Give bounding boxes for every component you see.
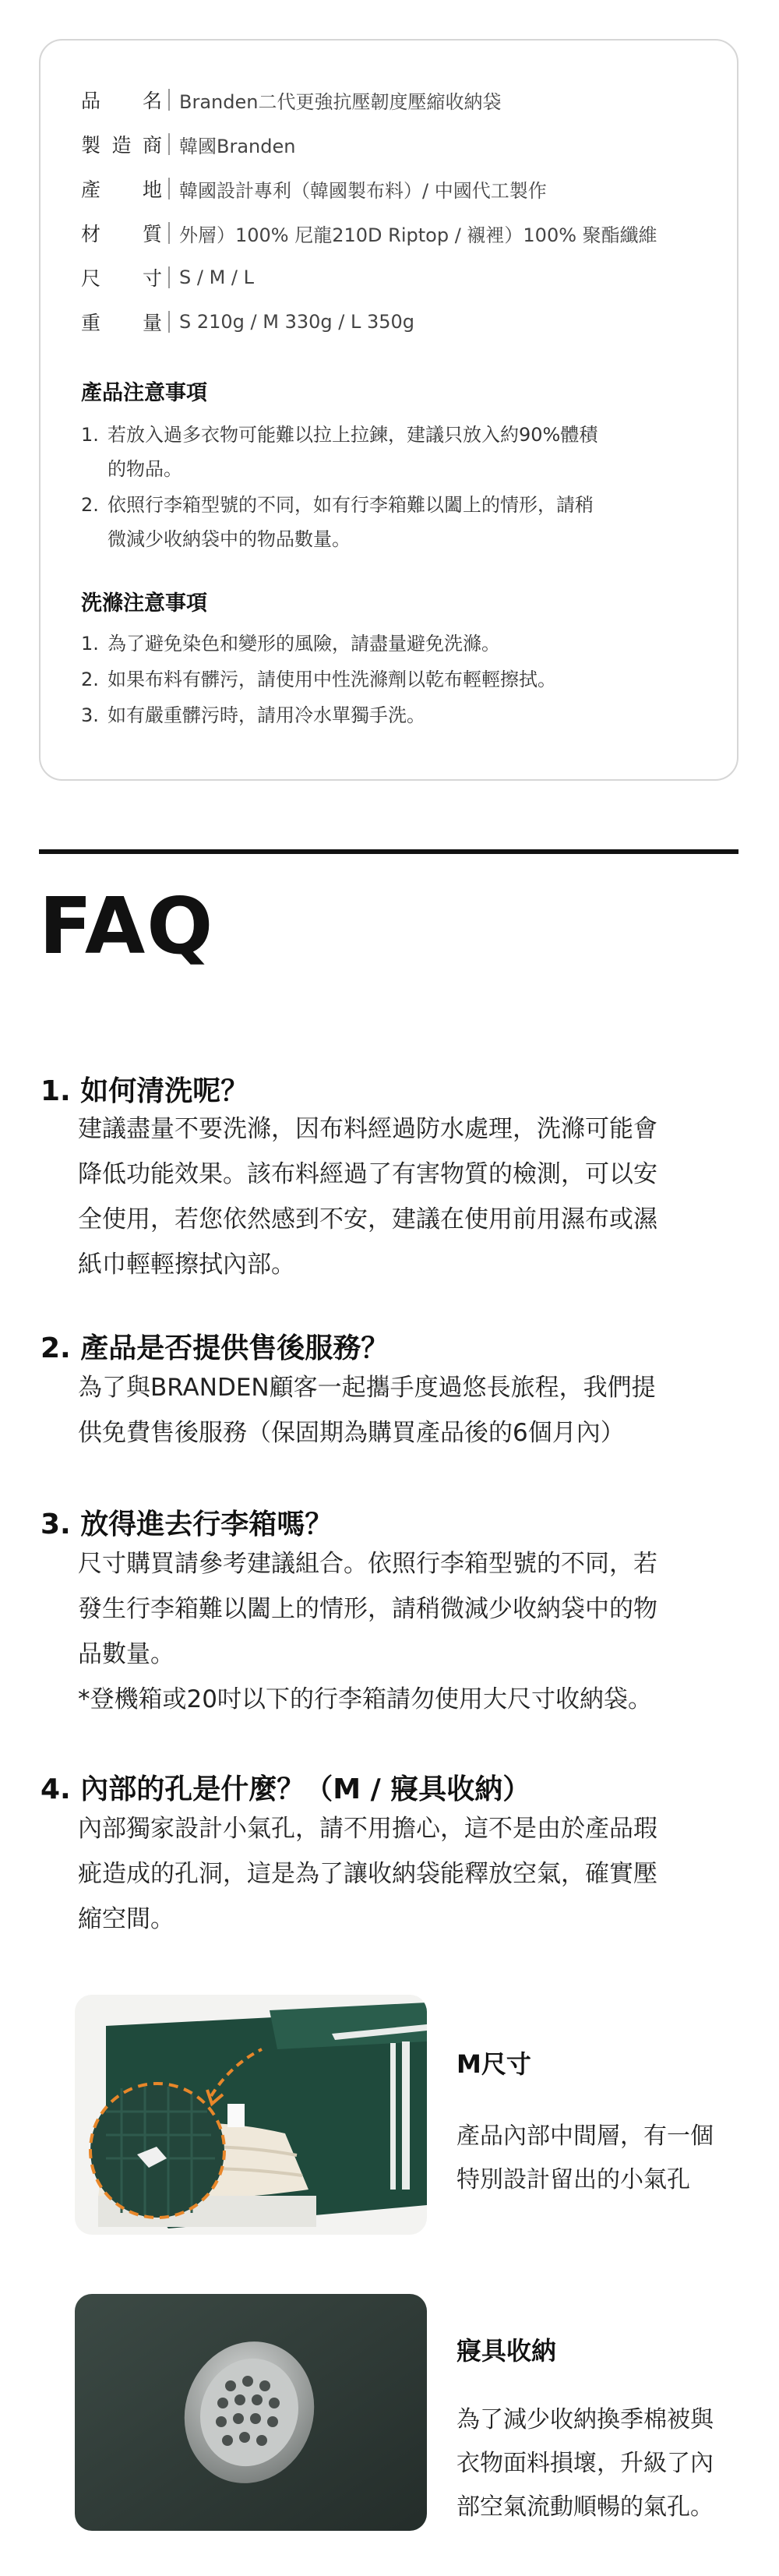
spec-value: 韓國Branden bbox=[179, 135, 296, 157]
spec-label: 製 造 商 bbox=[81, 134, 162, 157]
spec-value: 外層）100% 尼龍210D Riptop / 襯裡）100% 聚酯纖維 bbox=[179, 224, 657, 246]
product-note: 2. 依照行李箱型號的不同，如有行李箱難以闔上的情形，請稍 微減少收納袋中的物品數量。 bbox=[81, 494, 594, 550]
spec-value: S / M / L bbox=[179, 266, 254, 288]
spec-label: 尺 寸 bbox=[81, 267, 162, 290]
faq-answer: 為了與BRANDEN顧客一起攜手度過悠長旅程，我們提 供免費售後服務（保固期為購買產品後的6個月內） bbox=[78, 1374, 656, 1447]
spec-row-origin bbox=[81, 173, 547, 204]
spec-row-material bbox=[81, 217, 657, 249]
spec-row-weight bbox=[81, 306, 414, 337]
faq-question: 2. 產品是否提供售後服務？ bbox=[41, 1332, 390, 1364]
spec-row-maker bbox=[81, 129, 295, 160]
faq-question: 1. 如何清洗呢？ bbox=[41, 1075, 249, 1107]
spec-label: 產 地 bbox=[81, 178, 162, 201]
feature-title: M尺寸 bbox=[456, 2049, 531, 2079]
faq-title: FAQ bbox=[39, 880, 215, 972]
wash-note: 1. 為了避免染色和變形的風險，請盡量避免洗滌。 bbox=[81, 633, 500, 655]
faq-answer: 建議盡量不要洗滌，因布料經過防水處理，洗滌可能會 降低功能效果。該布料經過了有害物質的檢測，可以安 全使用，若您依然感到不安，建議在使用前用濕布或濕 紙巾輕輕擦拭內部。 bbox=[78, 1115, 657, 1279]
spec-label: 重 量 bbox=[81, 312, 162, 334]
air-vent-illustration bbox=[75, 2294, 427, 2531]
wash-note: 3. 如有嚴重髒污時，請用冷水單獨手洗。 bbox=[81, 704, 425, 726]
wash-note: 2. 如果布料有髒污，請使用中性洗滌劑以乾布輕輕擦拭。 bbox=[81, 669, 556, 690]
product-note: 1. 若放入過多衣物可能難以拉上拉鍊，建議只放入約90%體積 的物品。 bbox=[81, 424, 598, 480]
spec-value: 韓國設計專利（韓國製布料）/ 中國代工製作 bbox=[179, 179, 547, 202]
spec-value: Branden二代更強抗壓韌度壓縮收納袋 bbox=[179, 90, 502, 113]
spec-row-name bbox=[81, 84, 501, 115]
divider bbox=[168, 133, 170, 155]
product-notes-title: 產品注意事項 bbox=[81, 381, 207, 405]
feature-text: 產品內部中間層，有一個 特別設計留出的小氣孔 bbox=[456, 2123, 714, 2193]
divider bbox=[168, 178, 170, 199]
wash-notes-title: 洗滌注意事項 bbox=[81, 591, 207, 616]
faq-answer: 尺寸購買請參考建議組合。依照行李箱型號的不同，若 發生行李箱難以闔上的情形，請稍微減少收納袋中的物 品數量。 *登機箱或20吋以下的行李箱請勿使用大尺寸收納袋。 bbox=[78, 1550, 657, 1713]
divider bbox=[168, 266, 170, 288]
feature-title: 寢具收納 bbox=[456, 2336, 557, 2366]
section-divider bbox=[39, 849, 738, 854]
divider bbox=[168, 311, 170, 333]
spec-box bbox=[39, 39, 738, 781]
divider bbox=[168, 222, 170, 244]
divider bbox=[168, 89, 170, 111]
spec-label: 品 名 bbox=[81, 90, 162, 112]
m-size-bag-photo bbox=[75, 1995, 427, 2235]
spec-value: S 210g / M 330g / L 350g bbox=[179, 311, 415, 333]
spec-label: 材 質 bbox=[81, 223, 162, 245]
bedding-vent-photo bbox=[75, 2294, 427, 2531]
bag-illustration bbox=[75, 1995, 427, 2235]
faq-question: 3. 放得進去行李箱嗎？ bbox=[41, 1509, 333, 1540]
feature-text: 為了減少收納換季棉被與 衣物面料損壞，升級了內 部空氣流動順暢的氣孔。 bbox=[456, 2406, 714, 2521]
faq-question: 4. 內部的孔是什麼？（M / 寢具收納） bbox=[41, 1773, 531, 1805]
spec-row-size bbox=[81, 262, 254, 293]
faq-answer: 內部獨家設計小氣孔，請不用擔心，這不是由於產品瑕 疵造成的孔洞，這是為了讓收納袋能釋放空氣，確實壓 縮空間。 bbox=[78, 1815, 657, 1933]
